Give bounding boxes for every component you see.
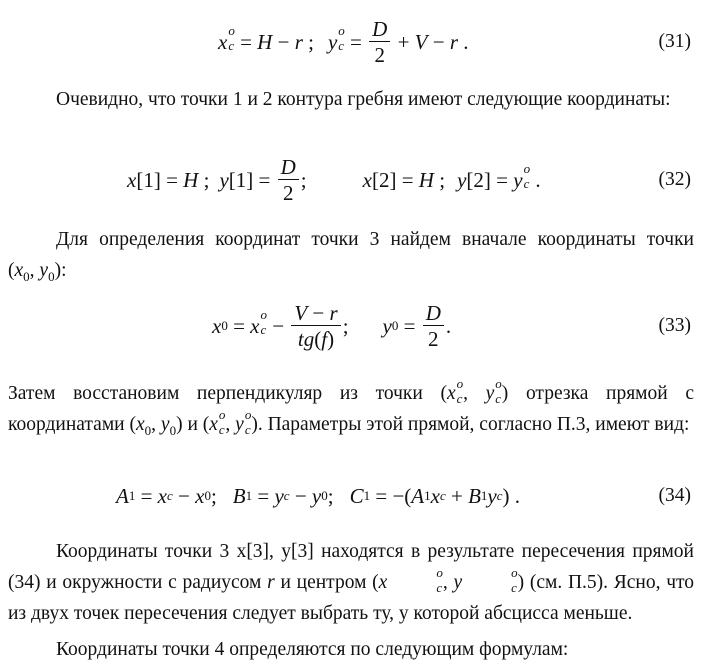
paragraph: Затем восстановим перпендикуляр из точки (x o c , y o c ) отрезка прямой с координатами ($x_0$, $y_0$) и (x o c , y o c ). Параметры этой прямой, согласно П.3, имеют вид: [8, 375, 694, 438]
paragraph-text: (см. П.5). Ясно, что из двух точек пересечения следует выбрать ту, у которой абсцисса меньше. [8, 572, 695, 624]
equation-number: (31) [658, 31, 691, 52]
equation-number: (33) [658, 315, 691, 336]
equation-number: (32) [658, 169, 691, 190]
paragraph-text: Затем восстановим перпендикуляр из точки [8, 383, 423, 404]
paragraph-text: Координаты точки 3 x[3], y[3] находятся в результате пересечения прямой (34) и окружности с радиусом [8, 541, 694, 593]
paragraph: Координаты точки 3 x[3], y[3] находятся в результате пересечения прямой (34) и окружности с радиусом r и центром (x o c , y o c ) (см. П.5). Ясно, что из двух точек пересечения следует выбрать ту, у которой абсцисса меньше. [8, 541, 695, 624]
paragraph-text: Для определения координат точки 3 найдем вначале координаты точки [56, 229, 694, 250]
equation-number: (34) [658, 485, 691, 506]
equation-32: x [1] = H ; y [1] = $\frac{D}{2}$ ; x [2] = H ; y [2] = y o c . (32) [0, 150, 701, 210]
paragraph-text: и [187, 414, 198, 435]
paragraph-text: и центром [280, 572, 367, 593]
paragraph-text: . Параметры этой прямой, согласно П.3, имеют вид: [257, 414, 690, 435]
paragraph: Очевидно, что точки 1 и 2 контура гребня имеют следующие координаты: [56, 89, 671, 110]
equation-34: A 1 = x c − x 0 ; B 1 = y c − y 0 ; C 1 = −( A 1 x c + B 1 y c ) . (34) [0, 466, 701, 526]
paragraph-text: отрезка прямой с координатами [8, 383, 694, 435]
equation-33: x 0 = x o c − $\frac{V - r}{tg(f)}$ ; y 0 = $\frac{D}{2}$ . (33) [0, 296, 701, 356]
paragraph: Координаты точки 4 определяются по следующим формулам: [56, 639, 569, 660]
equation-31: x o c = H − r ; y o c = $\frac{D}{2}$ + V − r . (31) [0, 12, 701, 72]
paragraph: Для определения координат точки 3 найдем вначале координаты точки ($x_0$, $y_0$): [8, 229, 694, 284]
